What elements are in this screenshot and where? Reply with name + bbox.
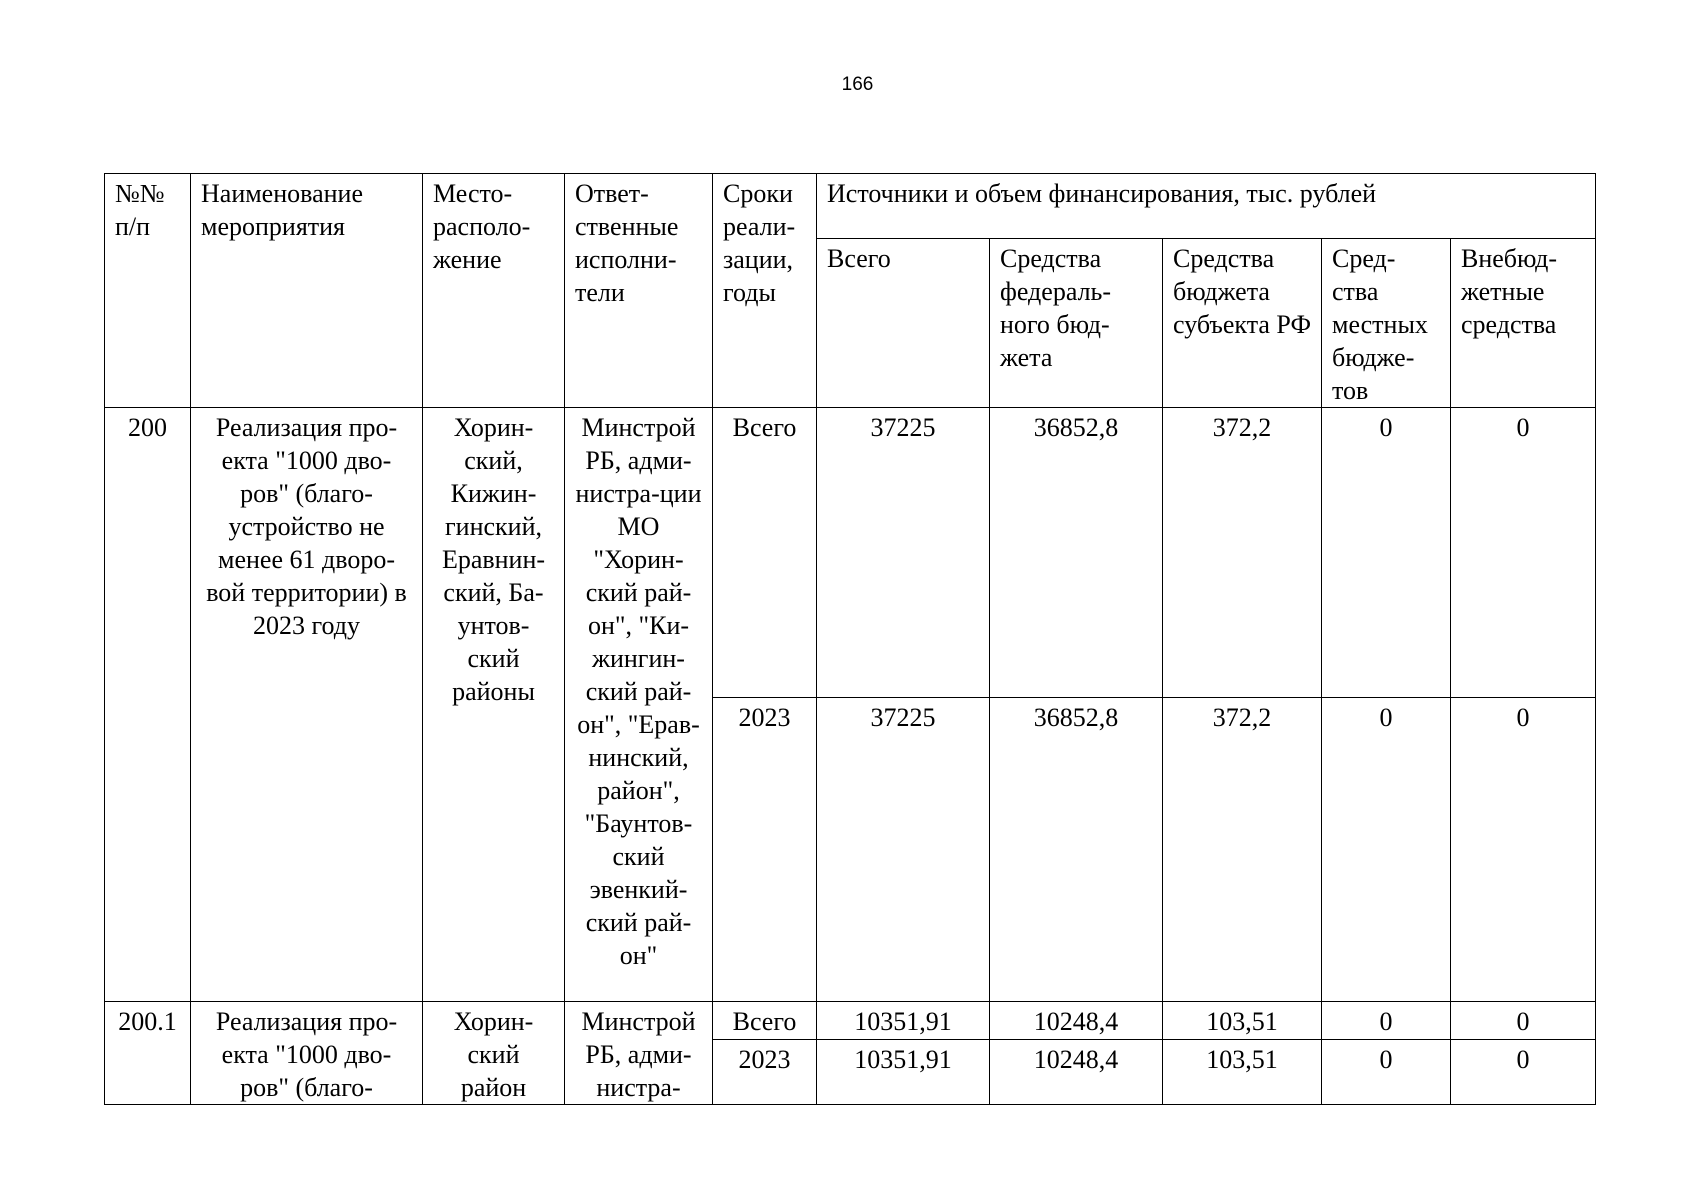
row-local: 0 <box>1322 408 1451 698</box>
row-num: 200.1 <box>105 1002 191 1105</box>
row-name: Реализация про-екта "1000 дво-ров" (благо-устройство не менее 61 дворо-вой территории) в 2023 году <box>191 408 423 1002</box>
row-federal: 10248,4 <box>990 1039 1163 1104</box>
row-location: Хорин-ский район <box>423 1002 565 1105</box>
row-local: 0 <box>1322 1039 1451 1104</box>
header-federal: Средства федераль-ного бюд-жета <box>990 239 1163 408</box>
row-local: 0 <box>1322 1002 1451 1040</box>
table-header-row <box>105 174 1596 239</box>
row-responsible: Минстрой РБ, адми-нистра-ции МО "Хорин-ский рай-он", "Ки-жингин-ский рай-он", "Ерав-нинский, район", "Баунтов-ский эвенкий-ский рай-он" <box>565 408 713 1002</box>
row-extra: 0 <box>1451 698 1596 1002</box>
header-location: Место-располо-жение <box>423 174 565 408</box>
row-extra: 0 <box>1451 1039 1596 1104</box>
header-period: Сроки реали-зации, годы <box>713 174 817 408</box>
row-federal: 36852,8 <box>990 408 1163 698</box>
row-regional: 103,51 <box>1163 1002 1322 1040</box>
row-total: 37225 <box>817 698 990 1002</box>
row-local: 0 <box>1322 698 1451 1002</box>
row-total: 10351,91 <box>817 1002 990 1040</box>
header-extra: Внебюд-жетные средства <box>1451 239 1596 408</box>
row-num: 200 <box>105 408 191 1002</box>
header-regional: Средства бюджета субъекта РФ <box>1163 239 1322 408</box>
row-total: 37225 <box>817 408 990 698</box>
row-extra: 0 <box>1451 1002 1596 1040</box>
row-federal: 10248,4 <box>990 1002 1163 1040</box>
row-responsible: Минстрой РБ, адми-нистра- <box>565 1002 713 1105</box>
row-period: Всего <box>713 408 817 698</box>
row-total: 10351,91 <box>817 1039 990 1104</box>
header-name: Наименование мероприятия <box>191 174 423 408</box>
row-name: Реализация про-екта "1000 дво-ров" (благо- <box>191 1002 423 1105</box>
row-period: 2023 <box>713 698 817 1002</box>
header-local: Сред-ства местных бюдже-тов <box>1322 239 1451 408</box>
header-total: Всего <box>817 239 990 408</box>
row-regional: 372,2 <box>1163 698 1322 1002</box>
table-row <box>105 408 1596 698</box>
header-financing: Источники и объем финансирования, тыс. рублей <box>817 174 1596 239</box>
page-number: 166 <box>841 74 874 95</box>
row-regional: 103,51 <box>1163 1039 1322 1104</box>
row-extra: 0 <box>1451 408 1596 698</box>
header-responsible: Ответ-ственные исполни-тели <box>565 174 713 408</box>
row-period: Всего <box>713 1002 817 1040</box>
header-num: №№ п/п <box>105 174 191 408</box>
row-regional: 372,2 <box>1163 408 1322 698</box>
row-location: Хорин-ский, Кижин-гинский, Еравнин-ский, Ба-унтов-ский районы <box>423 408 565 1002</box>
row-federal: 36852,8 <box>990 698 1163 1002</box>
financing-table <box>104 173 1596 1105</box>
table-row <box>105 1002 1596 1040</box>
row-period: 2023 <box>713 1039 817 1104</box>
